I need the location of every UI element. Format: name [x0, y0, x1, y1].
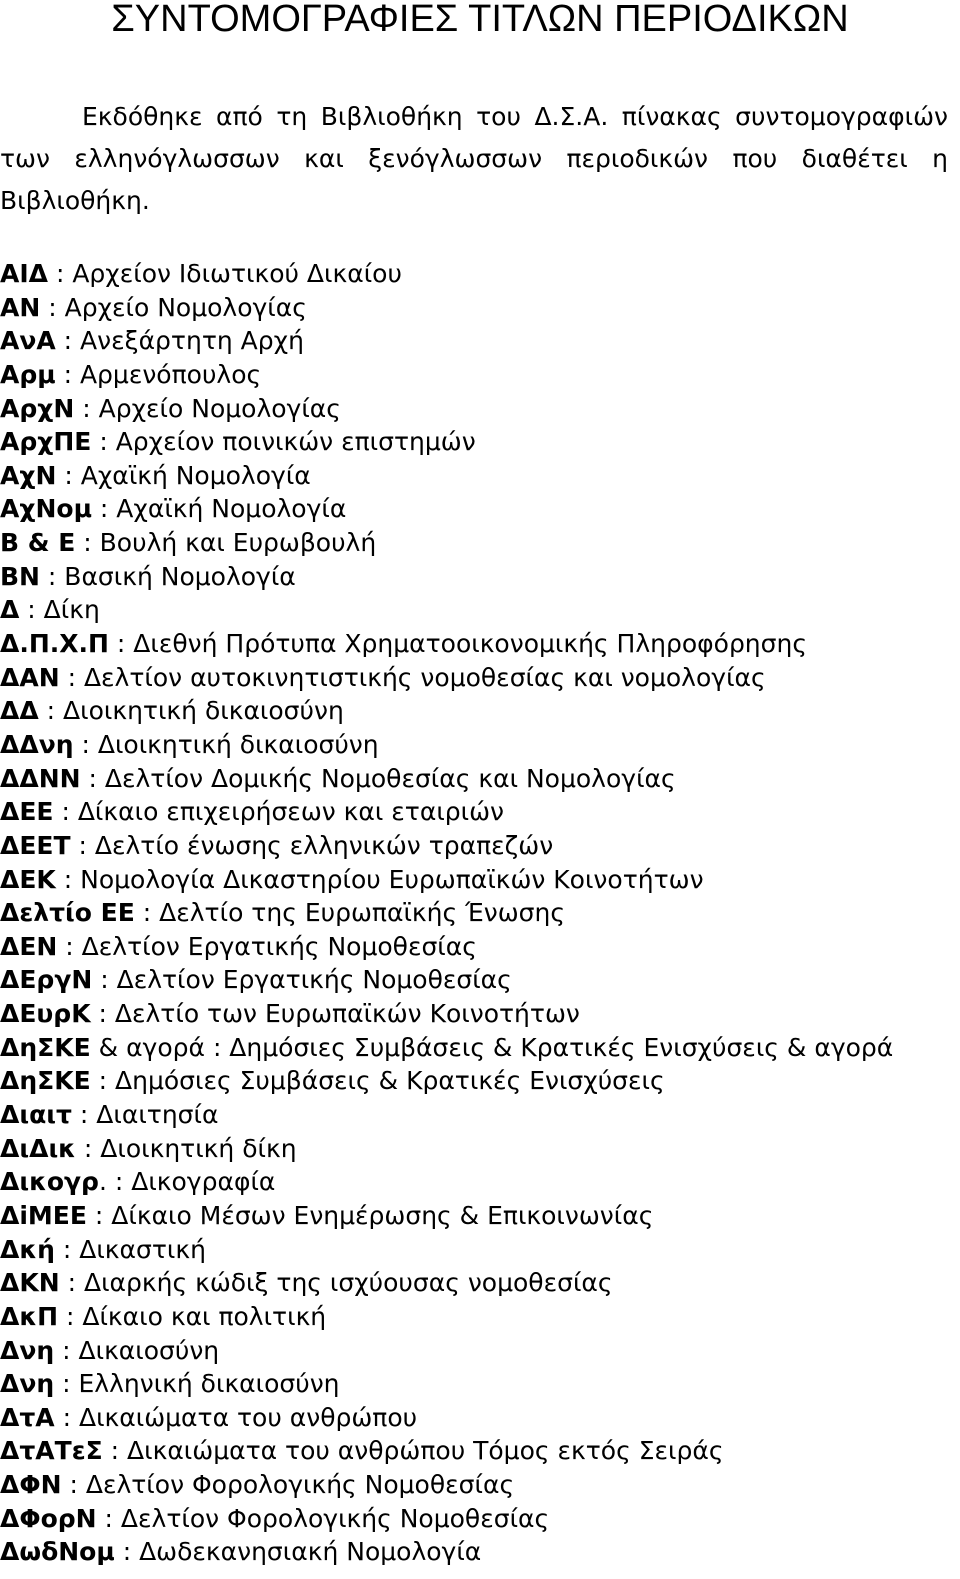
entry-abbreviation: ΑχΝομ	[0, 494, 92, 524]
entry-abbreviation: ΒΝ	[0, 561, 40, 591]
entry-abbreviation: ΑΝ	[0, 292, 41, 322]
entry-expansion: : Δελτίον Δομικής Νομοθεσίας και Νομολογίας	[80, 763, 676, 793]
abbreviation-entry	[0, 1064, 958, 1098]
entry-abbreviation: ΑχΝ	[0, 460, 57, 490]
abbreviation-list	[0, 257, 958, 1569]
entry-expansion: : Δίκαιο και πολιτική	[58, 1301, 327, 1331]
entry-expansion: : Δικαιώματα του ανθρώπου Τόμος εκτός Σειράς	[102, 1436, 724, 1466]
abbreviation-entry	[0, 661, 958, 695]
entry-abbreviation: ΔκΠ	[0, 1301, 59, 1331]
entry-expansion: : Δίκαιο επιχειρήσεων και εταιριών	[53, 797, 505, 827]
abbreviation-entry	[0, 358, 958, 392]
abbreviation-entry	[0, 1266, 958, 1300]
entry-expansion: : Βασική Νομολογία	[39, 561, 296, 591]
abbreviation-entry	[0, 627, 958, 661]
entry-expansion: : Δελτίον Εργατικής Νομοθεσίας	[57, 931, 477, 961]
entry-abbreviation: ΔiΜΕΕ	[0, 1200, 87, 1230]
abbreviation-entry	[0, 459, 958, 493]
entry-expansion: : Αρχείον Ιδιωτικού Δικαίου	[48, 259, 402, 288]
abbreviation-entry	[0, 526, 958, 560]
entry-abbreviation: ΔΕΕ	[0, 797, 54, 827]
abbreviation-entry	[0, 560, 958, 594]
entry-abbreviation: ΔΦΝ	[0, 1470, 62, 1500]
entry-abbreviation: ΑρχΠΕ	[0, 427, 92, 457]
entry-expansion: : Ανεξάρτητη Αρχή	[55, 326, 304, 356]
entry-expansion: : Ελληνική δικαιοσύνη	[54, 1369, 340, 1399]
abbreviation-entry	[0, 997, 958, 1031]
abbreviation-entry	[0, 1535, 958, 1569]
entry-expansion: : Διοικητική δίκη	[75, 1133, 297, 1163]
abbreviation-entry	[0, 1233, 958, 1267]
entry-expansion: : Δημόσιες Συμβάσεις & Κρατικές Ενισχύσεις	[90, 1066, 665, 1096]
entry-abbreviation: ΔΔνη	[0, 729, 74, 759]
entry-abbreviation: Διαιτ	[0, 1100, 72, 1130]
abbreviation-entry	[0, 930, 958, 964]
abbreviation-entry	[0, 593, 958, 627]
abbreviation-entry	[0, 896, 958, 930]
entry-expansion: : Δελτίον αυτοκινητιστικής νομοθεσίας και νομολογίας	[59, 662, 766, 692]
entry-abbreviation: Δ.Π.Χ.Π	[0, 629, 109, 659]
abbreviation-entry	[0, 1098, 958, 1132]
entry-abbreviation: ΔΕυρΚ	[0, 999, 91, 1029]
entry-expansion: : Δελτίον Φορολογικής Νομοθεσίας	[96, 1503, 550, 1533]
entry-abbreviation: Αρμ	[0, 359, 56, 389]
entry-abbreviation: ΔηΣΚΕ	[0, 1032, 91, 1062]
abbreviation-entry	[0, 762, 958, 796]
page-title: ΣΥΝΤΟΜΟΓΡΑΦΙΕΣ ΤΙΤΛΩΝ ΠΕΡΙΟΔΙΚΩΝ	[111, 0, 849, 40]
abbreviation-entry	[0, 728, 958, 762]
entry-abbreviation: ΔΕΚ	[0, 864, 56, 894]
abbreviation-entry	[0, 291, 958, 325]
entry-expansion: : Αρχείον ποινικών επιστημών	[91, 427, 476, 457]
intro-line-2: των ελληνόγλωσσων και ξενόγλωσσων περιοδικών που διαθέτει η	[0, 144, 948, 173]
entry-expansion: : Δικαιοσύνη	[54, 1335, 220, 1365]
abbreviation-entry	[0, 1502, 958, 1536]
abbreviation-entry	[0, 1334, 958, 1368]
entry-expansion: & αγορά : Δημόσιες Συμβάσεις & Κρατικές Ενισχύσεις & αγορά	[90, 1032, 894, 1062]
entry-abbreviation: ΔτΑΤεΣ	[0, 1436, 103, 1466]
entry-expansion: : Δελτίο της Ευρωπαϊκής Ένωσης	[134, 898, 565, 928]
entry-expansion: : Δελτίον Εργατικής Νομοθεσίας	[92, 965, 512, 995]
entry-expansion: : Αρχείο Νομολογίας	[74, 393, 341, 423]
entry-abbreviation: Δικογρ	[0, 1167, 99, 1197]
entry-expansion: : Βουλή και Ευρωβουλή	[75, 528, 377, 558]
entry-abbreviation: ΔΔΝΝ	[0, 763, 81, 793]
abbreviation-entry	[0, 392, 958, 426]
entry-expansion: : Αρμενόπουλος	[55, 359, 262, 389]
entry-expansion: : Δωδεκανησιακή Νομολογία	[114, 1537, 482, 1567]
entry-expansion: : Δελτίο ένωσης ελληνικών τραπεζών	[70, 830, 554, 860]
abbreviation-entry	[0, 1401, 958, 1435]
entry-expansion: : Δίκη	[19, 595, 100, 625]
entry-expansion: : Διαιτησία	[71, 1100, 219, 1130]
entry-abbreviation: ΑνΑ	[0, 326, 56, 356]
abbreviation-entry	[0, 795, 958, 829]
entry-expansion: : Αχαϊκή Νομολογία	[56, 460, 311, 490]
entry-abbreviation: ΔΔ	[0, 696, 39, 726]
entry-abbreviation: ΔτΑ	[0, 1402, 55, 1432]
entry-abbreviation: Δνη	[0, 1335, 55, 1365]
intro-line-1: Εκδόθηκε από τη Βιβλιοθήκη του Δ.Σ.Α. πίνακας συντομογραφιών	[82, 102, 948, 131]
entry-abbreviation: ΔΕΕΤ	[0, 830, 71, 860]
entry-abbreviation: Δκή	[0, 1234, 55, 1264]
abbreviation-entry	[0, 863, 958, 897]
abbreviation-entry	[0, 425, 958, 459]
entry-abbreviation: Δελτίο ΕΕ	[0, 898, 135, 928]
entry-expansion: : Δικαστική	[54, 1234, 206, 1264]
abbreviation-entry	[0, 1165, 958, 1199]
entry-abbreviation: ΔΚΝ	[0, 1268, 60, 1298]
entry-abbreviation: ΑΙΔ	[0, 259, 48, 288]
entry-expansion: . : Δικογραφία	[98, 1167, 276, 1197]
abbreviation-entry	[0, 1468, 958, 1502]
abbreviation-entry	[0, 694, 958, 728]
entry-abbreviation: Β & Ε	[0, 528, 76, 558]
entry-expansion: : Διαρκής κώδιξ της ισχύουσας νομοθεσίας	[59, 1268, 613, 1298]
entry-abbreviation: ΔωδΝομ	[0, 1537, 115, 1567]
entry-abbreviation: Δ	[0, 595, 20, 625]
abbreviation-entry	[0, 1132, 958, 1166]
entry-expansion: : Δελτίον Φορολογικής Νομοθεσίας	[61, 1470, 515, 1500]
abbreviation-entry	[0, 1031, 958, 1065]
entry-expansion: : Δικαιώματα του ανθρώπου	[54, 1402, 418, 1432]
abbreviation-entry	[0, 257, 958, 291]
entry-abbreviation: Δνη	[0, 1369, 55, 1399]
entry-expansion: : Δελτίο των Ευρωπαϊκών Κοινοτήτων	[90, 999, 580, 1029]
entry-expansion: : Αχαϊκή Νομολογία	[91, 494, 347, 524]
intro-paragraph	[0, 96, 948, 222]
entry-expansion: : Διοικητική δικαιοσύνη	[38, 696, 344, 726]
abbreviation-entry	[0, 1199, 958, 1233]
abbreviation-entry	[0, 1367, 958, 1401]
abbreviation-entry	[0, 492, 958, 526]
entry-abbreviation: ΔΦορΝ	[0, 1503, 97, 1533]
entry-abbreviation: ΔιΔικ	[0, 1133, 76, 1163]
entry-expansion: : Δίκαιο Μέσων Ενημέρωσης & Επικοινωνίας	[86, 1200, 654, 1230]
entry-expansion: : Νομολογία Δικαστηρίου Ευρωπαϊκών Κοινοτήτων	[55, 864, 704, 894]
entry-expansion: : Διεθνή Πρότυπα Χρηματοοικονομικής Πληροφόρησης	[108, 629, 808, 659]
entry-expansion: : Αρχείο Νομολογίας	[40, 292, 307, 322]
entry-abbreviation: ΔΕργΝ	[0, 965, 93, 995]
entry-expansion: : Διοικητική δικαιοσύνη	[73, 729, 379, 759]
abbreviation-entry	[0, 1300, 958, 1334]
abbreviation-entry	[0, 324, 958, 358]
abbreviation-entry	[0, 1434, 958, 1468]
intro-line-3: Βιβλιοθήκη.	[0, 186, 150, 215]
entry-abbreviation: ΔηΣΚΕ	[0, 1066, 91, 1096]
entry-abbreviation: ΔΕΝ	[0, 931, 58, 961]
entry-abbreviation: ΔΑΝ	[0, 662, 60, 692]
entry-abbreviation: ΑρχΝ	[0, 393, 75, 423]
abbreviation-entry	[0, 829, 958, 863]
abbreviation-entry	[0, 963, 958, 997]
